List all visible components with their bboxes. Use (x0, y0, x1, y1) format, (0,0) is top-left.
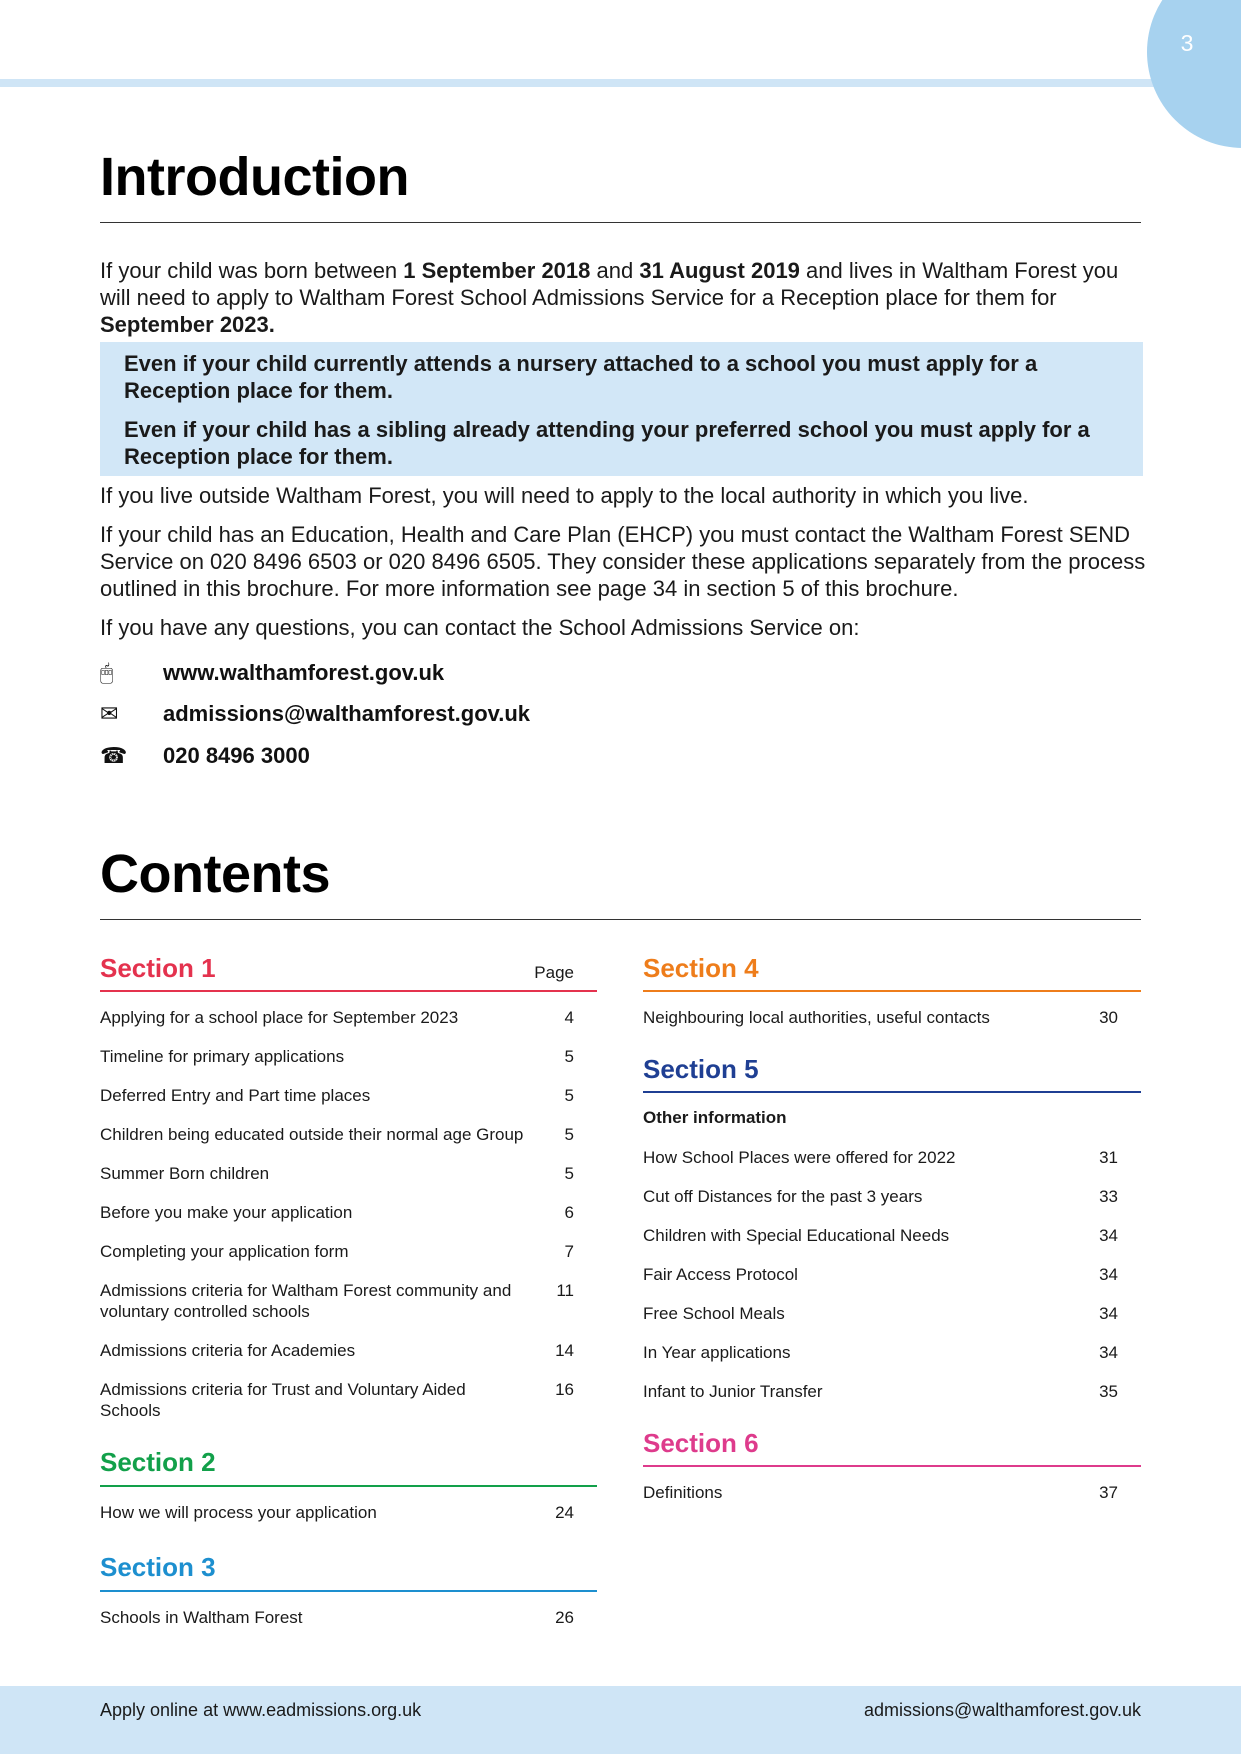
section-3-title: Section 3 (100, 1552, 216, 1582)
header-rule (0, 79, 1241, 87)
section-3-rule (100, 1590, 597, 1592)
callout-nursery-notice: Even if your child currently attends a nursery attached to a school you must apply for a Reception place for them. (124, 351, 1038, 403)
contact-phone: 020 8496 3000 (163, 743, 310, 768)
intro-p1-run: and (590, 258, 640, 283)
toc-item[interactable]: Admissions criteria for Trust and Voluntary Aided Schools (100, 1380, 466, 1420)
toc-item[interactable]: Infant to Junior Transfer (643, 1382, 823, 1401)
toc-page-number: 24 (555, 1503, 574, 1522)
toc-item[interactable]: Neighbouring local authorities, useful contacts (643, 1008, 990, 1027)
toc-item[interactable]: How we will process your application (100, 1503, 377, 1522)
toc-item[interactable]: Applying for a school place for September 2023 (100, 1008, 459, 1027)
toc-item[interactable]: Deferred Entry and Part time places (100, 1086, 371, 1105)
toc-page-number: 33 (1099, 1187, 1118, 1206)
toc-item[interactable]: In Year applications (643, 1343, 791, 1362)
section-6-rule (643, 1465, 1141, 1467)
toc-item[interactable]: Completing your application form (100, 1242, 349, 1261)
intro-paragraph-questions: If you have any questions, you can contact the School Admissions Service on: (100, 615, 860, 640)
toc-item[interactable]: Admissions criteria for Academies (100, 1341, 356, 1360)
toc-page-number: 14 (555, 1341, 574, 1360)
toc-item[interactable]: Fair Access Protocol (643, 1265, 798, 1284)
toc-item[interactable]: Children with Special Educational Needs (643, 1226, 950, 1245)
section-5-title: Section 5 (643, 1054, 759, 1084)
intro-title-rule (100, 222, 1141, 223)
toc-item[interactable]: Before you make your application (100, 1203, 353, 1222)
toc-item[interactable]: Admissions criteria for Waltham Forest community and voluntary controlled schools (100, 1281, 512, 1321)
footer-email[interactable]: admissions@walthamforest.gov.uk (863, 1700, 1141, 1720)
contents-title-rule (100, 919, 1141, 920)
section-4-title: Section 4 (643, 953, 759, 983)
toc-page-number: 35 (1099, 1382, 1118, 1401)
page-column-header: Page (534, 963, 574, 982)
section-2-rule (100, 1485, 597, 1487)
intro-p1-birth-start: 1 September 2018 (403, 258, 591, 283)
toc-item[interactable]: Timeline for primary applications (100, 1047, 345, 1066)
contact-email[interactable]: admissions@walthamforest.gov.uk (163, 701, 531, 726)
toc-page-number: 7 (564, 1242, 574, 1261)
callout-sibling-notice: Even if your child has a sibling already attending your preferred school you must apply for a Reception place for them. (124, 417, 1090, 469)
toc-page-number: 26 (555, 1608, 574, 1627)
toc-page-number: 37 (1099, 1483, 1118, 1502)
toc-item[interactable]: How School Places were offered for 2022 (643, 1148, 956, 1167)
toc-page-number: 4 (564, 1008, 574, 1027)
page-number: 3 (1180, 30, 1194, 56)
contents-title: Contents (100, 844, 330, 904)
intro-p1-run: If your child was born between (100, 258, 404, 283)
toc-page-number: 11 (556, 1281, 574, 1300)
intro-p1-entry-date: September 2023. (100, 312, 275, 337)
intro-paragraph-1 (100, 257, 1150, 338)
section-5-subheading: Other information (643, 1108, 787, 1127)
intro-paragraph-ehcp: If your child has an Education, Health and Care Plan (EHCP) you must contact the Waltham Forest SEND Service on 020 8496 6503 or 020 8496 6505. They consider these applications separately from the process outlined in this brochure. For more information see page 34 in section 5 of this brochure. (100, 522, 1146, 601)
toc-page-number: 34 (1099, 1226, 1118, 1245)
toc-page-number: 5 (564, 1164, 574, 1183)
intro-title: Introduction (100, 147, 409, 207)
section-2-title: Section 2 (100, 1447, 216, 1477)
intro-paragraph-outside: If you live outside Waltham Forest, you will need to apply to the local authority in which you live. (100, 483, 1029, 508)
section-1-title: Section 1 (100, 953, 216, 983)
intro-p1-birth-end: 31 August 2019 (639, 258, 800, 283)
toc-item[interactable]: Summer Born children (100, 1164, 270, 1183)
toc-item[interactable]: Schools in Waltham Forest (100, 1608, 303, 1627)
toc-page-number: 34 (1099, 1304, 1118, 1323)
toc-page-number: 16 (555, 1380, 574, 1399)
section-1-rule (100, 990, 597, 992)
toc-page-number: 34 (1099, 1265, 1118, 1284)
toc-page-number: 5 (564, 1047, 574, 1066)
section-5-rule (643, 1091, 1141, 1093)
telephone-icon: ☎ (100, 743, 128, 768)
contact-website[interactable]: www.walthamforest.gov.uk (163, 660, 445, 685)
toc-page-number: 31 (1099, 1148, 1118, 1167)
intro-p1-run: and lives in Waltham Forest you will need to apply to Waltham Forest School Admissions Service for a Reception place for them for (100, 258, 1119, 310)
envelope-icon: ✉ (100, 701, 119, 726)
page-number-badge (1147, 0, 1241, 148)
mouse-icon: 🖱 (100, 660, 114, 685)
footer-apply-online[interactable]: Apply online at www.eadmissions.org.uk (100, 1700, 422, 1720)
toc-item[interactable]: Children being educated outside their normal age Group (100, 1125, 524, 1144)
toc-page-number: 5 (564, 1086, 574, 1105)
toc-page-number: 30 (1099, 1008, 1118, 1027)
section-6-title: Section 6 (643, 1428, 759, 1458)
toc-item[interactable]: Cut off Distances for the past 3 years (643, 1187, 923, 1206)
toc-item[interactable]: Free School Meals (643, 1304, 785, 1323)
toc-item[interactable]: Definitions (643, 1483, 723, 1502)
toc-page-number: 34 (1099, 1343, 1118, 1362)
toc-page-number: 5 (564, 1125, 574, 1144)
toc-page-number: 6 (564, 1203, 574, 1222)
section-4-rule (643, 990, 1141, 992)
